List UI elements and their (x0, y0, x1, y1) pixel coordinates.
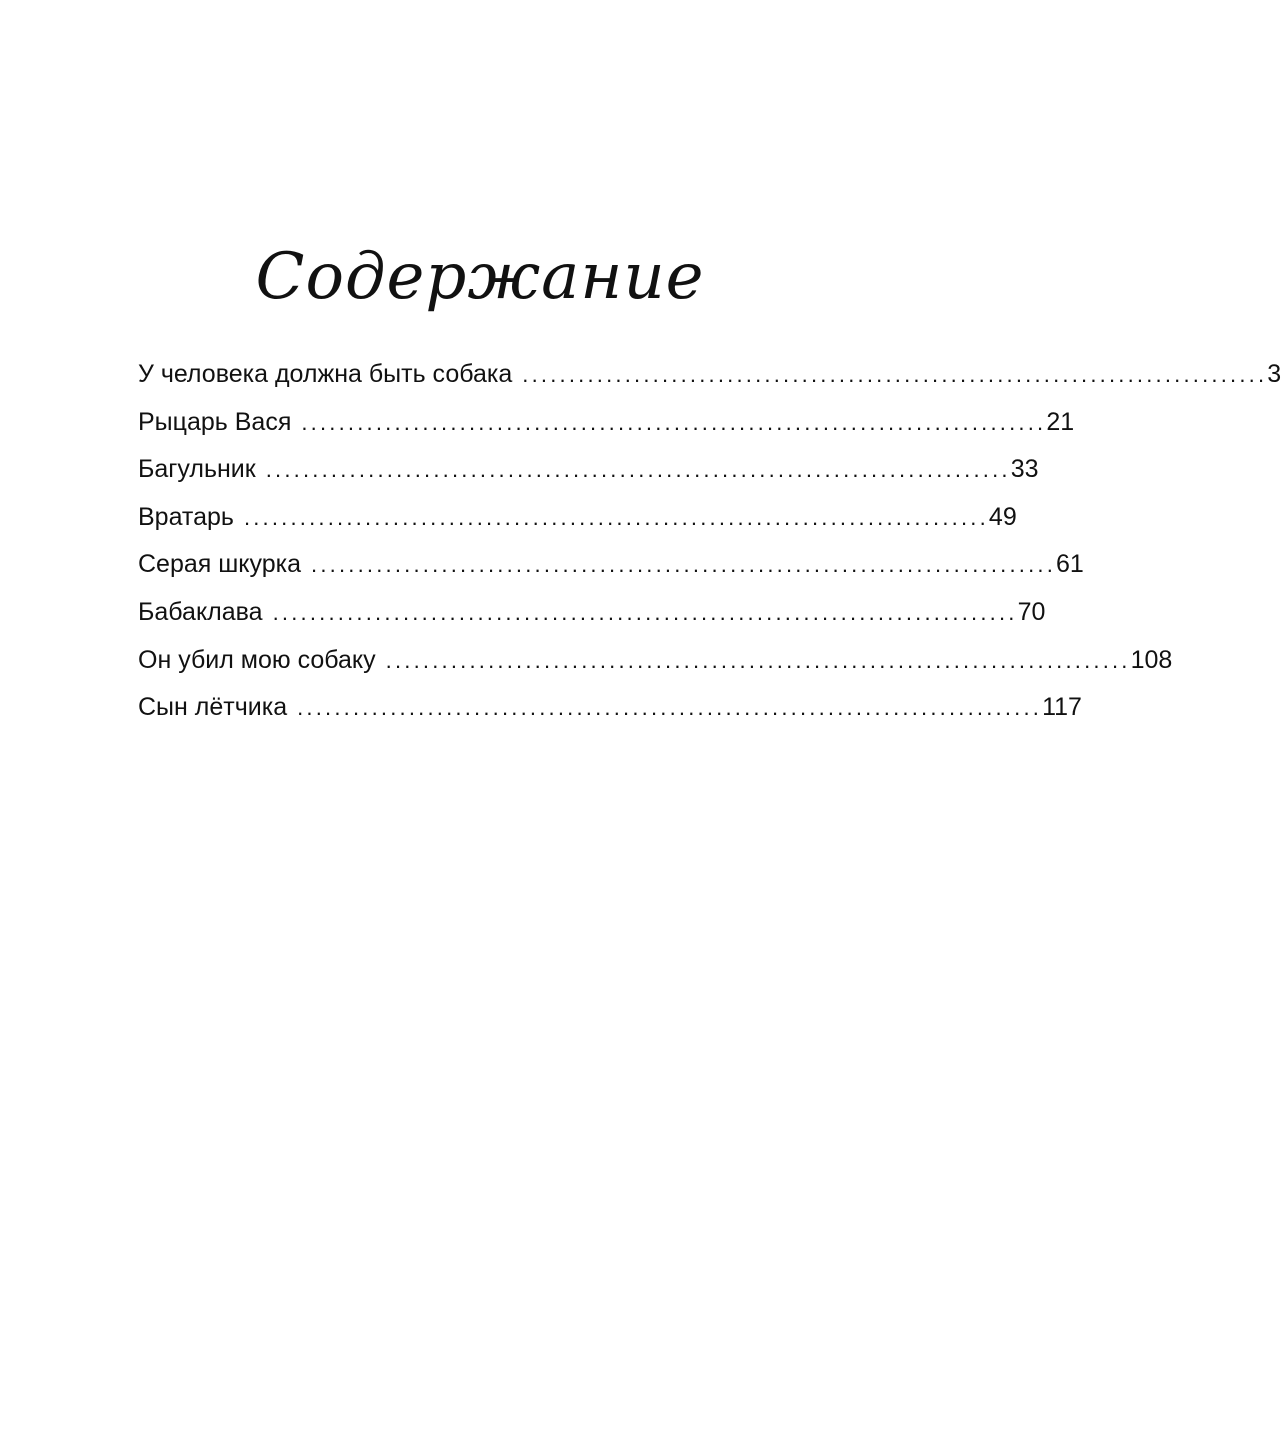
toc-entry-page: 70 (1017, 597, 1046, 626)
page-title: Содержание (255, 240, 705, 314)
toc-entry-page: 61 (1056, 550, 1084, 579)
toc-entry-title: Вратарь (138, 502, 234, 531)
toc-entry (138, 455, 1039, 503)
toc-entry (138, 645, 1173, 694)
dot-leader: ................................................................................ (272, 599, 1018, 625)
dot-leader: ................................................................................ (385, 647, 1131, 673)
toc-entry-page: 33 (1010, 455, 1039, 484)
toc-entry-title: Сын лётчика (138, 693, 288, 722)
dot-leader: ................................................................................ (243, 504, 989, 530)
toc-entry (138, 360, 1281, 408)
toc-entry (138, 407, 1075, 456)
toc-entry-page: 108 (1130, 645, 1173, 674)
dot-leader: ................................................................................ (265, 457, 1011, 483)
toc-entry-title: Он убил мою собаку (138, 645, 376, 674)
dot-leader: ................................................................................ (522, 362, 1268, 387)
toc-entry-page: 49 (988, 502, 1017, 531)
toc-entry (138, 550, 1084, 598)
toc-entry-page: 117 (1042, 693, 1082, 722)
toc-entry-title: Бабаклава (138, 597, 263, 626)
dot-leader: ................................................................................ (301, 409, 1047, 435)
toc-entry-page: 21 (1046, 407, 1075, 436)
toc-entry (138, 502, 1017, 551)
dot-leader: ................................................................................ (297, 695, 1043, 721)
toc-entry (138, 693, 1082, 741)
dot-leader: ................................................................................ (311, 552, 1057, 578)
toc-entry-title: Рыцарь Вася (138, 407, 292, 436)
toc-entry-title: Серая шкурка (138, 550, 302, 579)
toc-entry (138, 597, 1046, 646)
toc-entry-title: Багульник (138, 455, 256, 484)
toc-entry-page: 3 (1267, 360, 1281, 388)
table-of-contents (138, 360, 1281, 741)
toc-entry-title: У человека должна быть собака (138, 360, 513, 388)
